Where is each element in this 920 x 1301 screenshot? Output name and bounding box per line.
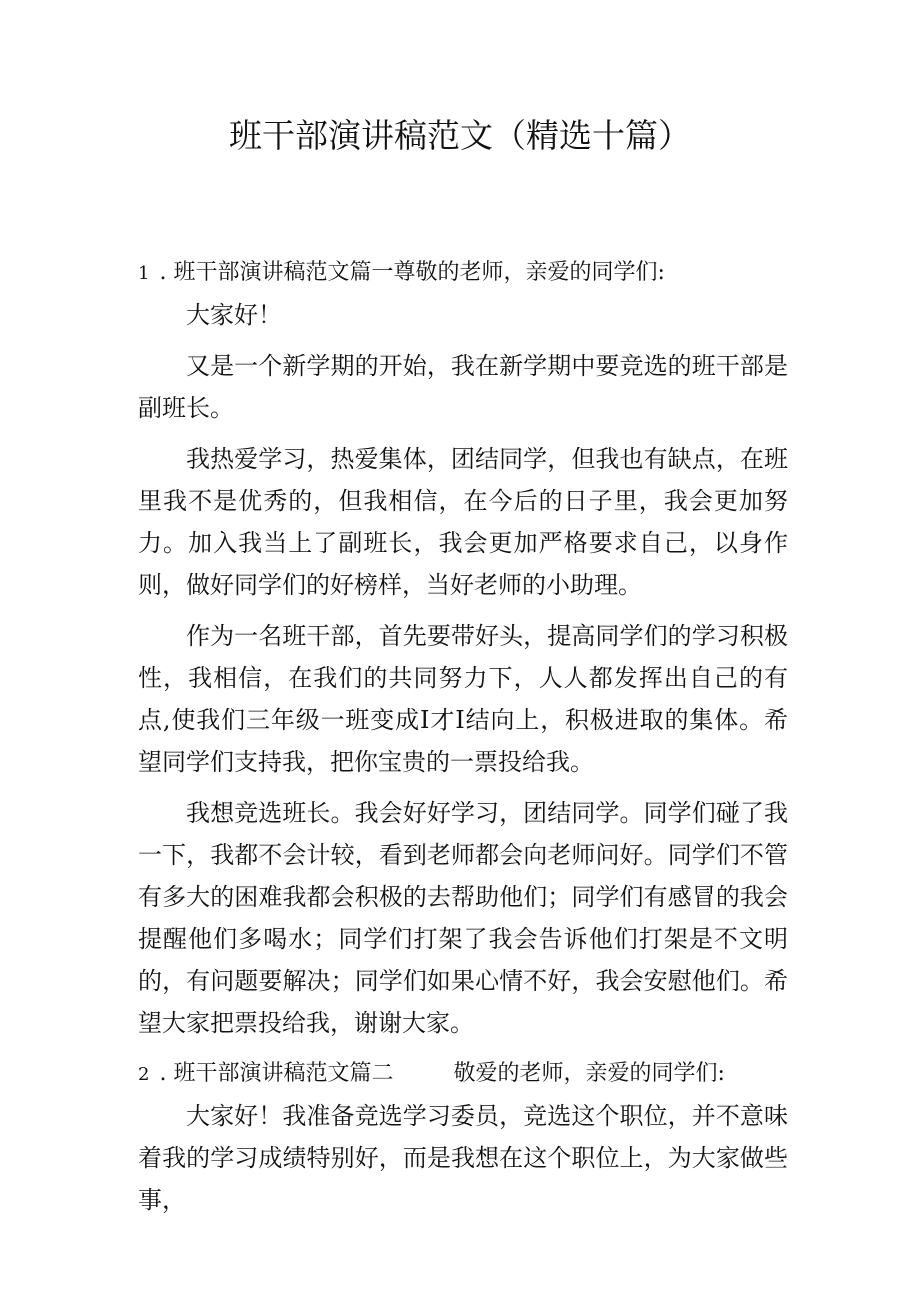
section-2-paragraph: 大家好！我准备竞选学习委员，竞选这个职位，并不意味着我的学习成绩特别好，而是我想在这个职位上，为大家做些事， [138, 1102, 788, 1214]
section-2-heading-salutation: 敬爱的老师，亲爱的同学们: [453, 1061, 725, 1086]
section-1-paragraph: 我热爱学习，热爱集体，团结同学，但我也有缺点，在班里我不是优秀的，但我相信，在今后的日子里，我会更加努力。加入我当上了副班长，我会更加严格要求自己，以身作则，做好同学们的好榜样，当好老师的小助理。 [138, 445, 788, 599]
section-1-paragraph: 我想竞选班长。我会好好学习，团结同学。同学们碰了我一下，我都不会计较，看到老师都会向老师问好。同学们不管有多大的困难我都会积极的去帮助他们；同学们有感冒的我会提醒他们多喝水；同学们打架了我会告诉他们打架是不文明的，有问题要解决；同学们如果心情不好，我会安慰他们。希望大家把票投给我，谢谢大家。 [138, 799, 788, 1037]
section-1-heading-text: . 班干部演讲稿范文篇一尊敬的老师，亲爱的同学们: [159, 260, 665, 285]
document-title: 班干部演讲稿范文（精选十篇） [229, 116, 691, 155]
section-2-heading-title: . 班干部演讲稿范文篇二 [159, 1061, 394, 1086]
section-1-paragraph: 又是一个新学期的开始，我在新学期中要竞选的班干部是副班长。 [138, 352, 788, 422]
document-body [138, 252, 788, 1230]
section-1-paragraph: 作为一名班干部，首先要带好头，提高同学们的学习积极性，我相信，在我们的共同努力下，人人都发挥出自己的有点,使我们三年级一班变成I才I结向上，积极进取的集体。希望同学们支持我，把你宝贵的一票投给我。 [138, 622, 788, 776]
section-2-heading [138, 1053, 788, 1095]
section-1-paragraph: 大家好！ [186, 301, 282, 329]
section-1-heading [138, 252, 788, 294]
section-1-number: 1 [138, 263, 150, 284]
section-2-number: 2 [138, 1064, 150, 1085]
